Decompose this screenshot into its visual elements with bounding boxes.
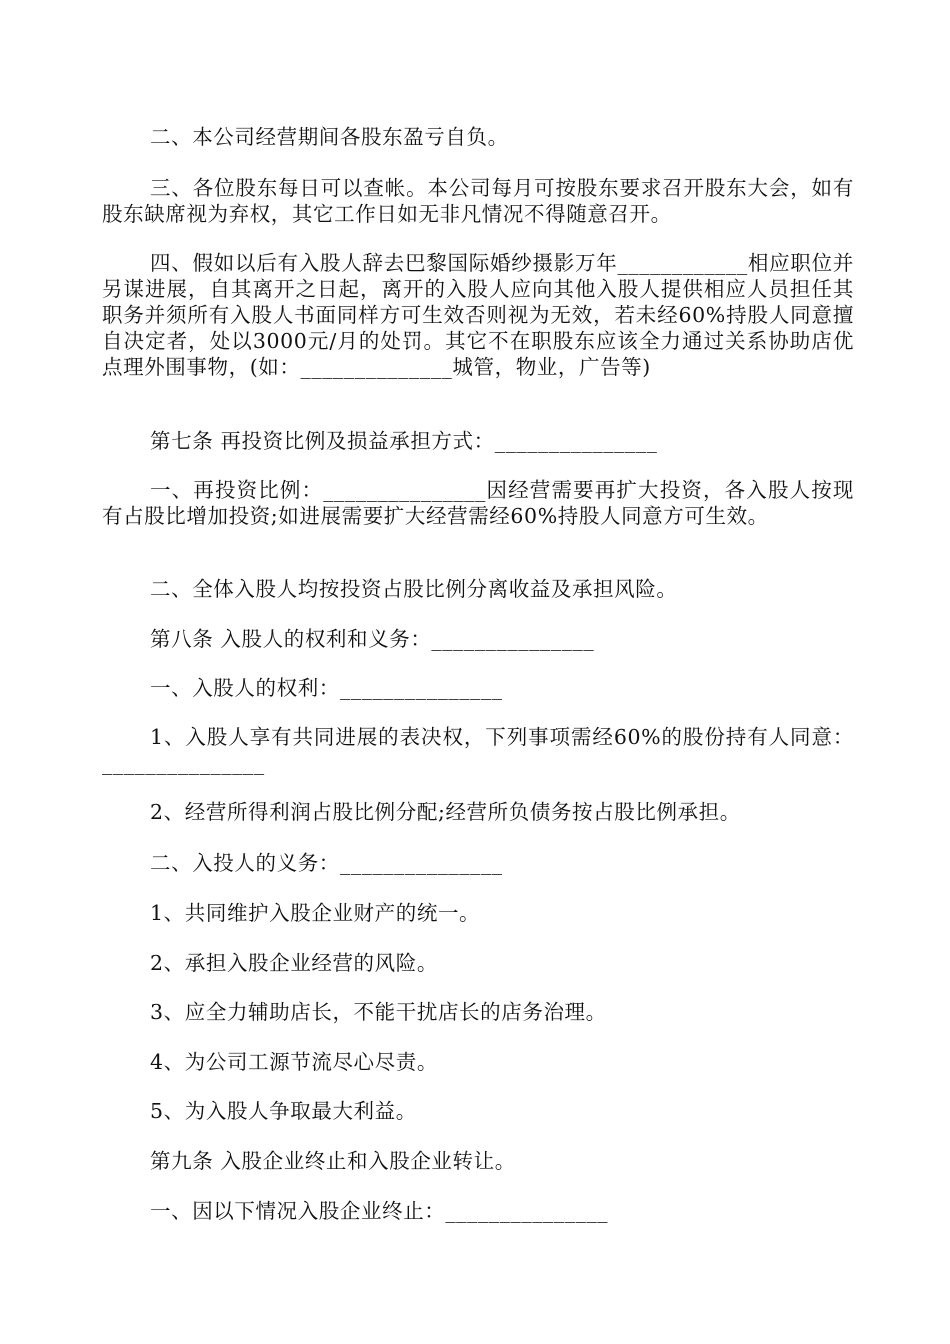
- heading-article9: 第九条 入股企业终止和入股企业转让。: [150, 1149, 516, 1173]
- paragraph-duties-item3: 3、应全力辅助店长，不能干扰店长的店务治理。: [150, 1000, 607, 1024]
- paragraph-duties-item1: 1、共同维护入股企业财产的统一。: [150, 901, 481, 925]
- paragraph-rights-item2: 2、经营所得利润占股比例分配;经营所负债务按占股比例承担。: [150, 800, 741, 824]
- paragraph-article7-item2: 二、全体入股人均按投资占股比例分离收益及承担风险。: [150, 577, 678, 601]
- paragraph-article6-item3: 三、各位股东每日可以查帐。本公司每月可按股东要求召开股东大会，如有股东缺席视为弃权，其它工作日如无非凡情况不得随意召开。: [102, 176, 854, 226]
- paragraph-duties-item5: 5、为入股人争取最大利益。: [150, 1099, 417, 1123]
- paragraph-rights-item1: 1、入股人享有共同进展的表决权，下列事项需经60%的股份持有人同意：_______________: [102, 725, 854, 775]
- paragraph-article7-item1: 一、再投资比例：_______________因经营需要再扩大投资，各入股人按现有占股比增加投资;如进展需要扩大经营需经60%持股人同意方可生效。: [102, 478, 854, 528]
- heading-article7: 第七条 再投资比例及损益承担方式：_______________: [150, 429, 658, 453]
- paragraph-article6-item2: 二、本公司经营期间各股东盈亏自负。: [150, 125, 509, 149]
- heading-article8: 第八条 入股人的权利和义务：_______________: [150, 627, 595, 651]
- paragraph-article6-item4: 四、假如以后有入股人辞去巴黎国际婚纱摄影万年____________相应职位并另谋进展，自其离开之日起，离开的入股人应向其他入股人提供相应人员担任其职务并须所有入股人书面同样方可生效否则视为无效，若未经60%持股人同意擅自决定者，处以3000元/月的处罚。其它不在职股东应该全力通过关系协助店优点理外围事物，(如：______________城管，物业，广告等): [102, 251, 854, 379]
- paragraph-article8-duties: 二、入投人的义务：_______________: [150, 851, 503, 875]
- paragraph-article8-rights: 一、入股人的权利：_______________: [150, 676, 503, 700]
- paragraph-duties-item2: 2、承担入股企业经营的风险。: [150, 951, 438, 975]
- paragraph-duties-item4: 4、为公司工源节流尽心尽责。: [150, 1050, 438, 1074]
- paragraph-article9-item1: 一、因以下情况入股企业终止：_______________: [150, 1199, 609, 1223]
